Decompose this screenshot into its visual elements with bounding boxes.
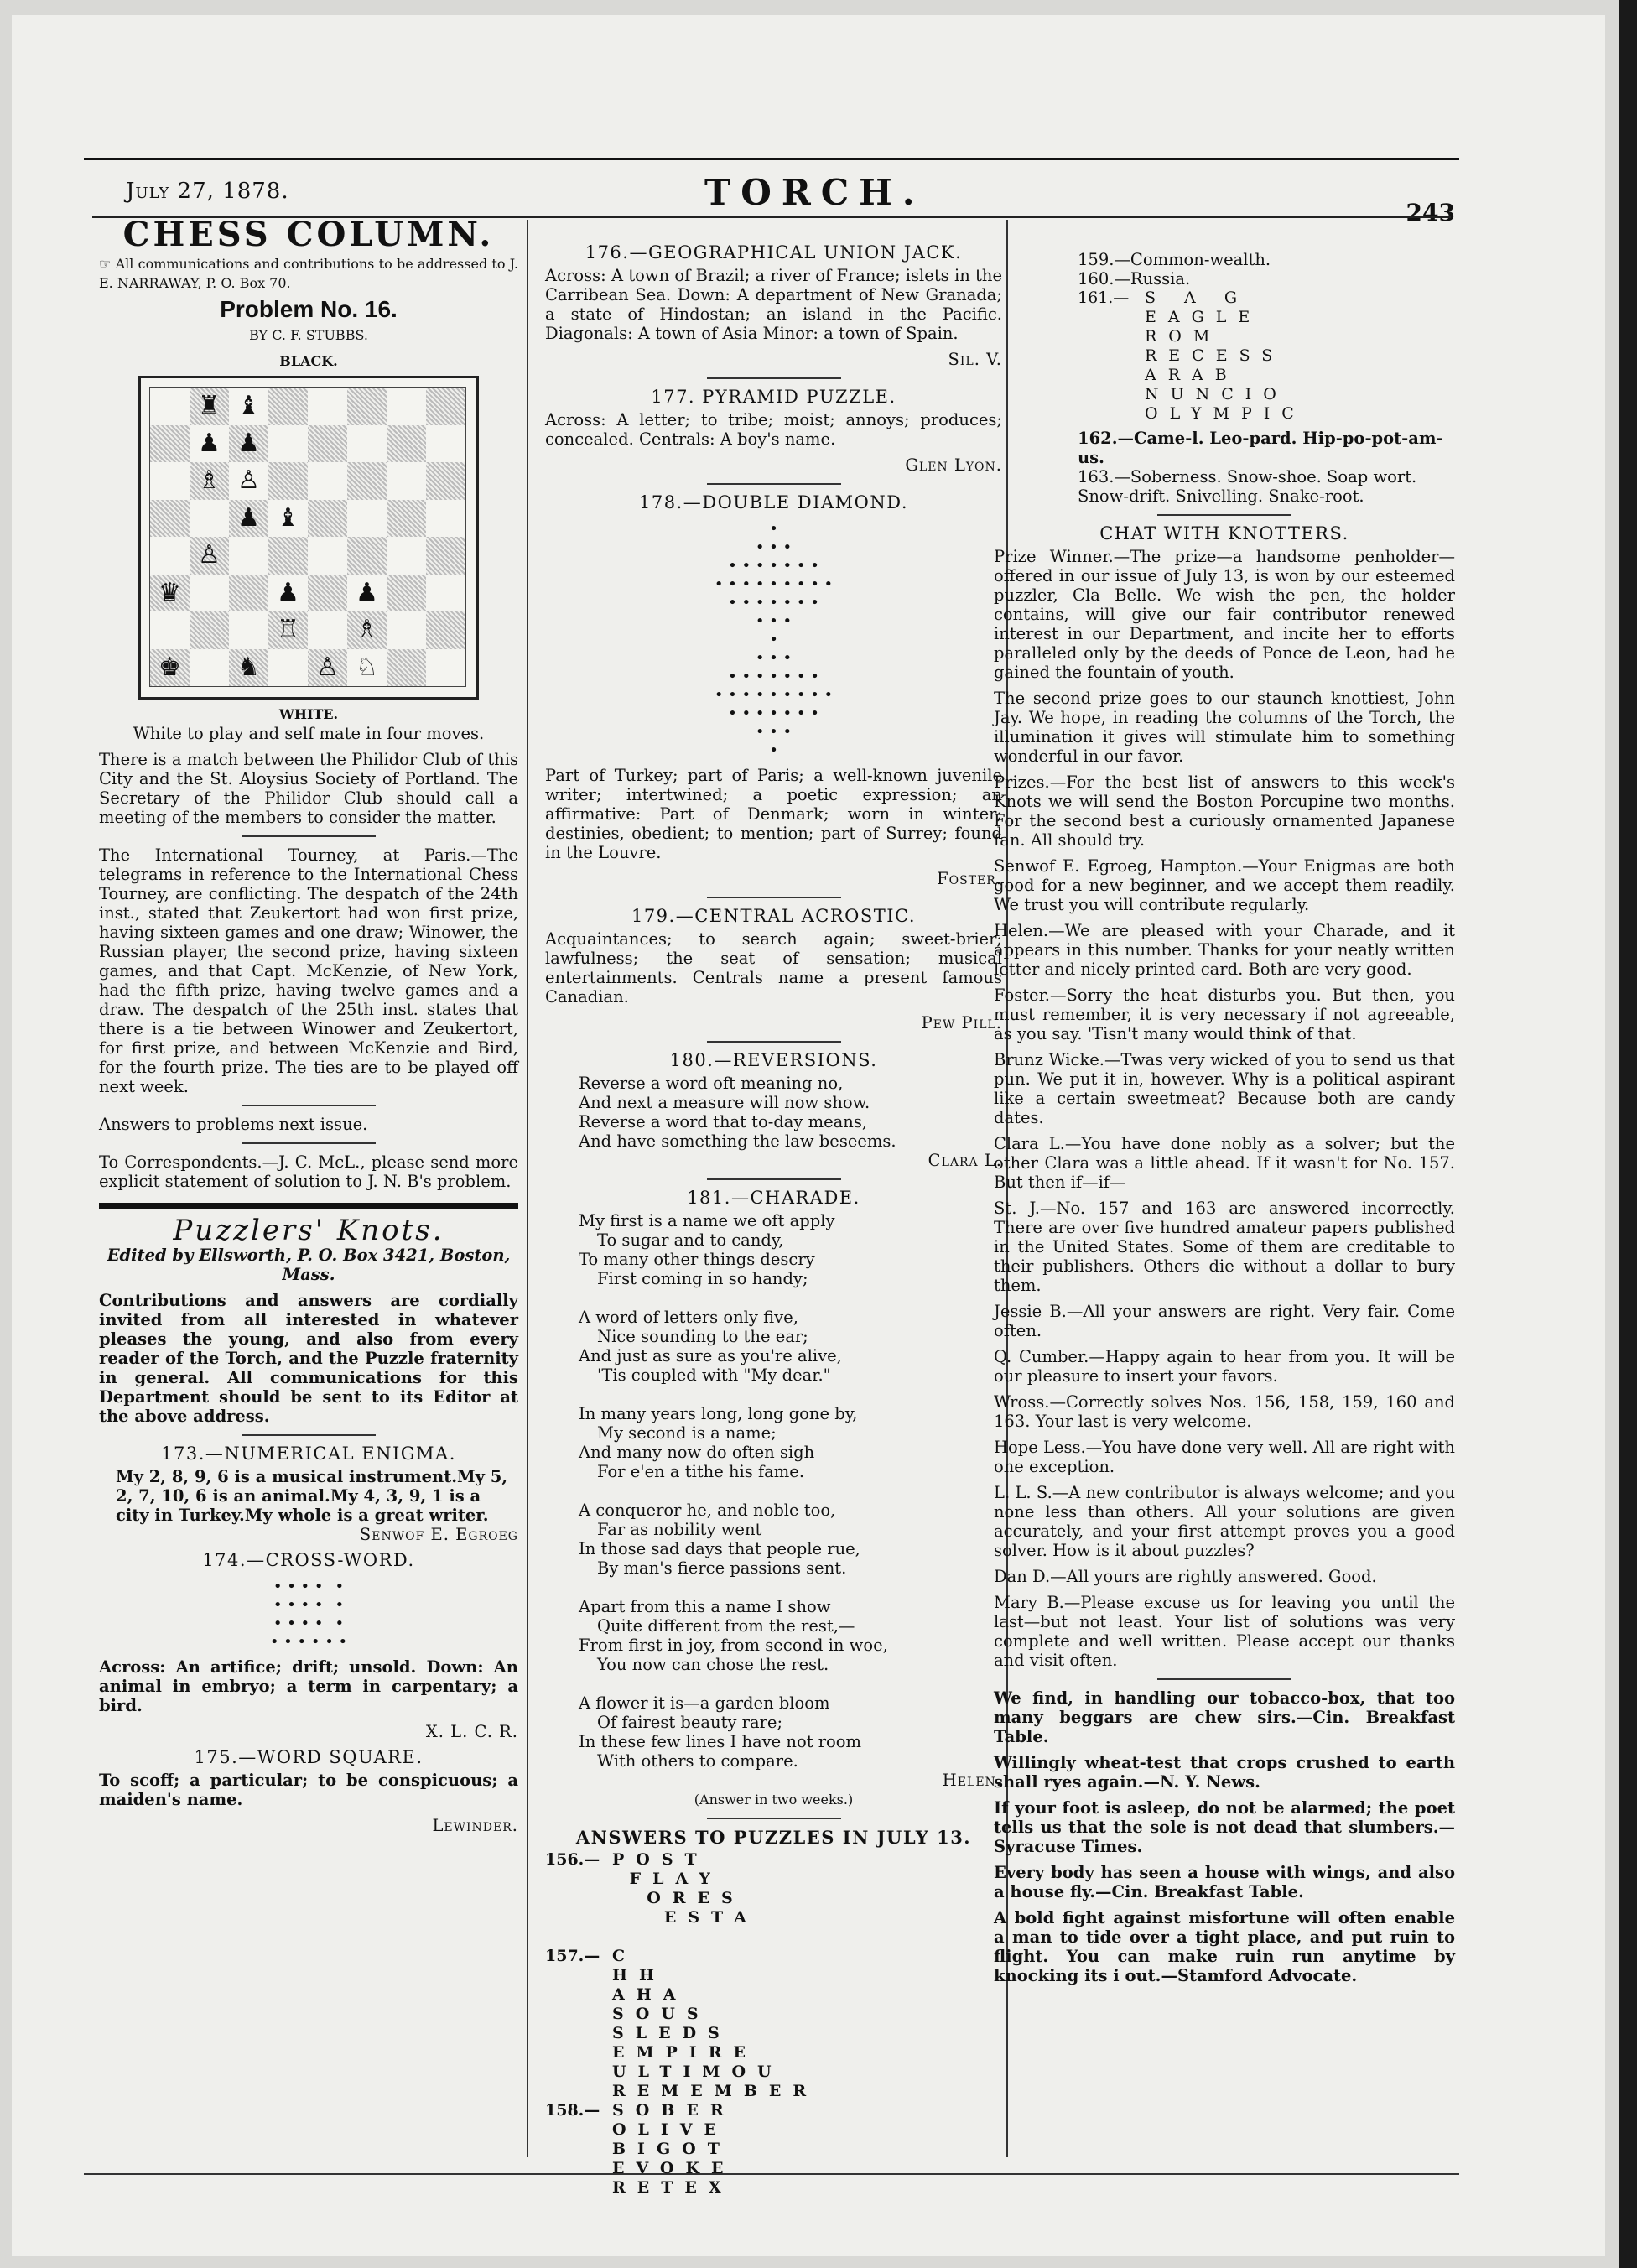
board-square <box>347 500 387 538</box>
divider <box>707 483 841 485</box>
answer-label: 157.— <box>545 1947 600 1965</box>
puzzle-176-signature: Sil. V. <box>948 350 1002 369</box>
answer-letters: AHA <box>612 1985 688 2004</box>
verse-line: My 4, 3, 9, 1 is a city in Turkey. <box>116 1486 481 1525</box>
answers-title: ANSWERS TO PUZZLES IN JULY 13. <box>575 1827 972 1848</box>
divider <box>707 377 841 379</box>
answer-letters: HH <box>612 1966 666 1984</box>
chat-paragraph: Senwof E. Egroeg, Hampton.—Your Enigmas are both good for a new beginner, and we accept them readily. We trust you will contribute regularly. <box>994 856 1455 914</box>
puzzle-176-title: 176.—GEOGRAPHICAL UNION JACK. <box>585 242 963 263</box>
charade-verse <box>545 1211 1002 1771</box>
paper-title: TORCH. <box>704 172 925 213</box>
puzzle-177-text: Across: A letter; to tribe; moist; annoys; produces; concealed. Centrals: A boy's name. <box>545 410 1002 449</box>
page-header <box>126 172 1455 226</box>
verse-line: My second is a name; <box>597 1423 777 1443</box>
verse-line: Nice sounding to the ear; <box>597 1327 808 1346</box>
board-square <box>387 537 426 575</box>
verse-line: Reverse a word that to-day means, <box>579 1112 868 1131</box>
answer-label <box>1078 308 1145 327</box>
puzzle-175-signature: Lewinder. <box>432 1816 518 1835</box>
verse-line: In these few lines I have not room <box>579 1732 862 1751</box>
divider <box>707 897 841 898</box>
verse-line: Far as nobility went <box>597 1520 762 1539</box>
knots-title: Puzzlers' Knots. <box>173 1214 444 1247</box>
chess-column-title: CHESS COLUMN. <box>122 215 495 254</box>
board-square <box>150 611 190 649</box>
section-divider <box>99 1203 518 1209</box>
board-square <box>387 500 426 538</box>
puzzle-178-signature: Foster. <box>937 869 1002 888</box>
joke-paragraph: We find, in handling our tobacco-box, that too many beggars are chew sirs.—Cin. Breakfast Table. <box>994 1688 1455 1746</box>
board-square <box>426 611 465 649</box>
answer-label <box>545 1870 612 1889</box>
answer-label: 158.— <box>545 2101 600 2120</box>
chat-title: CHAT WITH KNOTTERS. <box>1099 523 1349 544</box>
answer-letters: SOBER <box>612 2101 735 2120</box>
answer-label <box>545 2005 612 2024</box>
divider <box>242 1142 376 1144</box>
divider <box>1157 1678 1291 1680</box>
chat-paragraph: Wross.—Correctly solves Nos. 156, 158, 159, 160 and 163. Your last is very welcome. <box>994 1392 1455 1431</box>
answer-label <box>545 2082 612 2101</box>
verse-line: A flower it is—a garden bloom <box>579 1693 830 1713</box>
board-square <box>308 537 347 575</box>
answer-label <box>545 2043 612 2063</box>
answer-label <box>545 2178 612 2198</box>
puzzle-177-signature: Glen Lyon. <box>905 455 1002 475</box>
chat-paragraph: Clara L.—You have done nobly as a solver; but the other Clara was a little ahead. If it wasn't for No. 157. But then if—if— <box>994 1134 1455 1192</box>
crossword-dots: • • • • • • • • • • • • • • • • • • • • • <box>269 1578 348 1651</box>
board-square <box>190 649 229 687</box>
board-square <box>308 575 347 612</box>
board-square <box>426 388 465 425</box>
board-square: ♘ <box>356 652 378 682</box>
board-square <box>387 462 426 500</box>
board-square <box>229 611 268 649</box>
puzzle-179-text: Acquaintances; to search again; sweet-brier; lawfulness; the seat of sensation; musical entertainments. Centrals name a present famous Canadian. <box>545 929 1002 1007</box>
answer-letters: S A G <box>1145 289 1249 307</box>
board-square <box>347 462 387 500</box>
board-square <box>229 575 268 612</box>
board-square <box>150 425 190 463</box>
board-square: ♖ <box>268 611 308 649</box>
board-square: ♟ <box>229 500 268 538</box>
board-square: ♞ <box>229 649 268 687</box>
board-square <box>268 388 308 425</box>
joke-paragraph: If your foot is asleep, do not be alarmed; the poet tells us that the sole is not dead that slumbers.—Syracuse Times. <box>994 1798 1455 1856</box>
answer-letters: OLYMPIC <box>1145 404 1306 423</box>
answer-letters: OLIVE <box>612 2120 729 2139</box>
joke-paragraph: Willingly wheat-test that crops crushed to earth shall ryes again.—N. Y. News. <box>994 1753 1455 1792</box>
board-square: ♛ <box>150 575 190 612</box>
divider <box>242 835 376 837</box>
answer-letters: ARAB <box>1145 366 1239 384</box>
board-square: ♟ <box>277 577 299 607</box>
puzzle-175-title: 175.—WORD SQUARE. <box>194 1747 424 1767</box>
board-square <box>387 575 426 612</box>
puzzle-179-signature: Pew Pill. <box>921 1013 1002 1033</box>
verse-line: In those sad days that people rue, <box>579 1539 860 1558</box>
puzzle-180-verse <box>545 1074 1002 1151</box>
page-number: 243 <box>1406 199 1455 226</box>
verse-line: To many other things descry <box>579 1250 815 1269</box>
answer-label <box>1078 327 1145 346</box>
chess-board <box>138 376 479 700</box>
board-square <box>308 500 347 538</box>
divider <box>707 1041 841 1043</box>
board-square <box>150 388 190 425</box>
answer-163: 163.—Soberness. Snow-shoe. Soap wort. Snow-drift. Snivelling. Snake-root. <box>1078 467 1417 506</box>
verse-line: My whole is a great writer. <box>244 1506 489 1525</box>
column-1 <box>99 215 518 1835</box>
puzzle-178-text: Part of Turkey; part of Paris; a well-known juvenile writer; intertwined; a poetic expression; an affirmative: Part of Denmark; worn in winter; destinies, obedient; to mention; part of Surrey; found in the Louvre. <box>545 766 1002 862</box>
double-diamond-dots: • • • • • • • • • • • • • • • • • • • • • • • • • • • • • • • • • • • • • • • • • • • • • • • • • • • • • • • • • • • • • <box>714 520 834 759</box>
board-square <box>347 425 387 463</box>
board-square <box>150 537 190 575</box>
verse-line: From first in joy, from second in woe, <box>579 1636 888 1655</box>
divider <box>707 1818 841 1819</box>
problem-title: Problem No. 16. <box>220 296 398 322</box>
answers-note: Answers to problems next issue. <box>99 1115 368 1134</box>
answer-letters: RECESS <box>1145 346 1285 365</box>
verse-line: And next a measure will now show. <box>579 1093 870 1112</box>
answer-letters: ROM <box>1145 327 1222 346</box>
board-square: ♟ <box>198 428 221 458</box>
verse-line: My 5, 2, 7, 10, 6 is an animal. <box>116 1467 508 1506</box>
board-square: ♟ <box>229 425 268 463</box>
answer-161 <box>1078 289 1455 424</box>
board-square: ♜ <box>190 388 229 425</box>
chat-paragraph: Prize Winner.—The prize—a handsome penholder—offered in our issue of July 13, is won by our esteemed puzzler, Cla Belle. We wish the pen, the holder contains, will give our fair contributor renewed interest in our Department, and incite her to efforts paralleled only by the deeds of Ponce de Leon, had he gained the fountain of youth. <box>994 547 1455 682</box>
chat-paragraph: Q. Cumber.—Happy again to hear from you. It will be our pleasure to insert your favors. <box>994 1347 1455 1386</box>
scan-edge <box>1619 0 1637 2268</box>
board-square <box>347 388 387 425</box>
answer-label <box>545 1966 612 1985</box>
board-square <box>426 537 465 575</box>
answer-label <box>1078 366 1145 385</box>
puzzle-175-text: To scoff; a particular; to be conspicuous; a maiden's name. <box>99 1771 518 1809</box>
joke-paragraph: A bold fight against misfortune will often enable a man to tide over a tight place, and put ruin to flight. You can make ruin run anytime by knocking its i out.—Stamford Advocate. <box>994 1908 1455 1985</box>
answer-label <box>1078 346 1145 366</box>
board-square: ♚ <box>150 649 190 687</box>
puzzle-174-title: 174.—CROSS-WORD. <box>202 1550 415 1570</box>
board-square <box>268 425 308 463</box>
verse-line: By man's fierce passions sent. <box>597 1558 847 1578</box>
answer-letters: EVOKE <box>612 2159 735 2177</box>
answer-159: 159.—Common-wealth. <box>1078 250 1271 269</box>
chat-paragraph: St. J.—No. 157 and 163 are answered incorrectly. There are over five hundred amateur papers published in the United States. Some of them are creditable to their publishers. Others die without a dollar to bury them. <box>994 1199 1455 1295</box>
board-square <box>308 425 347 463</box>
problem-author: BY C. F. STUBBS. <box>249 327 368 343</box>
chat-paragraph: Prizes.—For the best list of answers to this week's Knots we will send the Boston Porcupine two months. For the second best a curiously ornamented Japanese fan. All should try. <box>994 772 1455 850</box>
column-2 <box>545 243 1002 2198</box>
black-label: BLACK. <box>279 353 338 369</box>
match-paragraph: There is a match between the Philidor Club of this City and the St. Aloysius Society of Portland. The Secretary of the Philidor Club should call a meeting of the members to consider the matter. <box>99 750 518 827</box>
board-square: ♙ <box>190 537 229 575</box>
board-square: ♝ <box>277 502 299 533</box>
verse-line: First coming in so handy; <box>597 1269 808 1288</box>
puzzle-181-title: 181.—CHARADE. <box>687 1188 860 1208</box>
verse-line: And just as sure as you're alive, <box>579 1346 842 1365</box>
answer-label <box>545 2159 612 2178</box>
puzzle-174-text: Across: An artifice; drift; unsold. Down: An animal in embryo; a term in carpentary; a bird. <box>99 1657 518 1715</box>
verse-line: A conqueror he, and noble too, <box>579 1501 836 1520</box>
chat-with-knotters <box>994 547 1455 1670</box>
answer-letters: ESTA <box>612 1908 758 1927</box>
puzzle-181-signature: Helen. <box>942 1771 1002 1790</box>
verse-line: Of fairest beauty rare; <box>597 1713 783 1732</box>
answer-label <box>1078 404 1145 424</box>
verse-line: Apart from this a name I show <box>579 1597 831 1616</box>
verse-line: With others to compare. <box>597 1751 798 1771</box>
knots-intro: Contributions and answers are cordially invited from all interested in whatever pleases the young, and also from every reader of the Torch, and the Puzzle fraternity in general. All communications for this Department should be sent to its Editor at the above address. <box>99 1291 518 1426</box>
divider <box>707 1178 841 1180</box>
board-square <box>347 537 387 575</box>
puzzle-180-signature: Clara L. <box>928 1151 1002 1170</box>
white-label: WHITE. <box>278 706 339 722</box>
board-square <box>387 425 426 463</box>
board-square <box>268 462 308 500</box>
board-square <box>426 500 465 538</box>
answer-label <box>545 2063 612 2082</box>
answer-label <box>545 1985 612 2005</box>
board-square <box>150 500 190 538</box>
jokes-section <box>994 1688 1455 1985</box>
column-3 <box>994 250 1455 1992</box>
board-square: ♙ <box>308 649 347 687</box>
chat-paragraph: Mary B.—Please excuse us for leaving you until the last—but not least. Your list of solutions was very complete and well written. Please accept our thanks and visit often. <box>994 1593 1455 1670</box>
answer-letters: ORES <box>612 1889 745 1907</box>
board-square <box>268 649 308 687</box>
chat-paragraph: Jessie B.—All your answers are right. Very fair. Come often. <box>994 1302 1455 1340</box>
puzzle-173-lines <box>99 1467 518 1525</box>
puzzle-176-text: Across: A town of Brazil; a river of France; islets in the Carribean Sea. Down: A department of New Granada; a state of Hindostan; an island in the Pacific. Diagonals: A town of Asia Minor: a town of Spain. <box>545 266 1002 343</box>
board-square: ♗ <box>347 611 387 649</box>
answer-letters: C <box>612 1947 637 1965</box>
knots-editor: Edited by Ellsworth, P. O. Box 3421, Boston, Mass. <box>107 1246 511 1284</box>
column-rule <box>527 220 528 2157</box>
answer-label <box>545 1908 612 1927</box>
divider <box>242 1105 376 1106</box>
answer-160: 160.—Russia. <box>1078 269 1191 289</box>
puzzle-174-signature: X. L. C. R. <box>425 1722 518 1741</box>
tourney-paragraph: The International Tourney, at Paris.—The telegrams in reference to the International Chess Tourney, are conflicting. The despatch of the 24th inst., stated that Zeukertort had won first prize, having sixteen games and one draw; Winower, the Russian player, the second prize, having sixteen games, and that Capt. McKenzie, of New York, had the fifth prize, having twelve games and a draw. The despatch of the 25th inst. states that there is a tie between Winower and Zeukertort, for first prize, and between McKenzie and Bird, for the fourth prize. The ties are to be played off next week. <box>99 845 518 1096</box>
answer-letters: SOUS <box>612 2005 710 2023</box>
board-square <box>426 649 465 687</box>
answer-letters: RETEX <box>612 2178 733 2197</box>
answer-letters: EMPIRE <box>612 2043 757 2062</box>
answer-letters: NUNCIO <box>1145 385 1288 403</box>
divider <box>242 1434 376 1436</box>
board-square <box>308 388 347 425</box>
answer-letters: ULTIMOU <box>612 2063 783 2081</box>
board-square <box>190 611 229 649</box>
answer-label <box>545 2120 612 2140</box>
answer-label <box>1078 385 1145 404</box>
chess-intro: ☞ All communications and contributions to be addressed to J. E. NARRAWAY, P. O. Box 70. <box>99 256 518 291</box>
verse-line: My 2, 8, 9, 6 is a musical instrument. <box>116 1467 458 1486</box>
chat-paragraph: Dan D.—All yours are rightly answered. Good. <box>994 1567 1377 1586</box>
puzzle-173-title: 173.—NUMERICAL ENIGMA. <box>161 1444 456 1464</box>
board-square <box>150 462 190 500</box>
answer-letters: FLAY <box>612 1870 722 1888</box>
answer-letters: BIGOT <box>612 2140 731 2158</box>
board-square <box>426 462 465 500</box>
verse-line: 'Tis coupled with "My dear." <box>597 1365 831 1385</box>
puzzle-177-title: 177. PYRAMID PUZZLE. <box>651 387 896 407</box>
chat-paragraph: Hope Less.—You have done very well. All are right with one exception. <box>994 1438 1455 1476</box>
chat-paragraph: Helen.—We are pleased with your Charade, and it appears in this number. Thanks for your neatly written letter and nicely printed card. Both are very good. <box>994 921 1455 979</box>
board-square <box>387 649 426 687</box>
board-square <box>190 575 229 612</box>
issue-date: July 27, 1878. <box>126 179 289 204</box>
board-square <box>308 462 347 500</box>
chat-paragraph: Foster.—Sorry the heat disturbs you. But then, you must remember, it is very necessary if not agreeable, as you say. 'Tisn't many would think of that. <box>994 986 1455 1043</box>
verse-line: In many years long, long gone by, <box>579 1404 858 1423</box>
answer-label <box>545 2024 612 2043</box>
puzzle-180-title: 180.—REVERSIONS. <box>669 1050 878 1070</box>
verse-line: A word of letters only five, <box>579 1308 798 1327</box>
board-square: ♗ <box>190 462 229 500</box>
answer-label: 161.— <box>1078 289 1130 307</box>
answer-note: (Answer in two weeks.) <box>694 1792 854 1808</box>
verse-line: You now can chose the rest. <box>597 1655 829 1674</box>
board-square: ♝ <box>237 391 260 420</box>
chat-paragraph: L. L. S.—A new contributor is always welcome; and you none less than others. All your solutions are given accurately, and your first attempt proves you a good solver. How is it about puzzles? <box>994 1483 1455 1560</box>
board-square <box>426 425 465 463</box>
answer-162: 162.—Came-l. Leo-pard. Hip-po-pot-am-us. <box>1078 429 1443 467</box>
correspondents-note: To Correspondents.—J. C. McL., please send more explicit statement of solution to J. N. B's problem. <box>99 1152 518 1191</box>
board-square <box>308 611 347 649</box>
answer-letters: EAGLE <box>1145 308 1262 326</box>
answers-block <box>545 1850 1002 2198</box>
board-square <box>387 388 426 425</box>
board-square <box>387 611 426 649</box>
chat-paragraph: The second prize goes to our staunch knottiest, John Jay. We hope, in reading the columns of the Torch, the illumination it gives will stimulate him to something wonderful in our favor. <box>994 689 1455 766</box>
answer-label <box>545 1889 612 1908</box>
board-square <box>229 537 268 575</box>
puzzle-178-title: 178.—DOUBLE DIAMOND. <box>638 492 909 512</box>
divider <box>1157 514 1291 516</box>
board-square <box>268 537 308 575</box>
chat-paragraph: Brunz Wicke.—Twas very wicked of you to send us that pun. We put it in, however. Why is a political aspirant like a certain sweetmeat? Because both are candy dates. <box>994 1050 1455 1127</box>
answer-label: 156.— <box>545 1850 600 1869</box>
verse-line: And have something the law beseems. <box>579 1131 896 1151</box>
verse-line: Quite different from the rest,— <box>597 1616 855 1636</box>
verse-line: To sugar and to candy, <box>597 1230 784 1250</box>
verse-line: For e'en a tithe his fame. <box>597 1462 805 1481</box>
board-square: ♙ <box>237 466 260 495</box>
joke-paragraph: Every body has seen a house with wings, and also a house fly.—Cin. Breakfast Table. <box>994 1863 1455 1901</box>
puzzle-173-signature: Senwof E. Egroeg <box>359 1525 518 1544</box>
problem-task: White to play and self mate in four moves. <box>133 724 485 743</box>
board-square: ♟ <box>356 577 378 607</box>
verse-line: Reverse a word oft meaning no, <box>579 1074 844 1093</box>
board-square <box>190 500 229 538</box>
verse-line: And many now do often sigh <box>579 1443 815 1462</box>
answer-letters: POST <box>612 1850 709 1869</box>
board-square <box>426 575 465 612</box>
verse-line: My first is a name we oft apply <box>579 1211 835 1230</box>
answer-label <box>545 2140 612 2159</box>
answer-letters: SLEDS <box>612 2024 731 2042</box>
puzzle-179-title: 179.—CENTRAL ACROSTIC. <box>631 906 917 926</box>
answer-letters: REMEMBER <box>612 2082 818 2100</box>
